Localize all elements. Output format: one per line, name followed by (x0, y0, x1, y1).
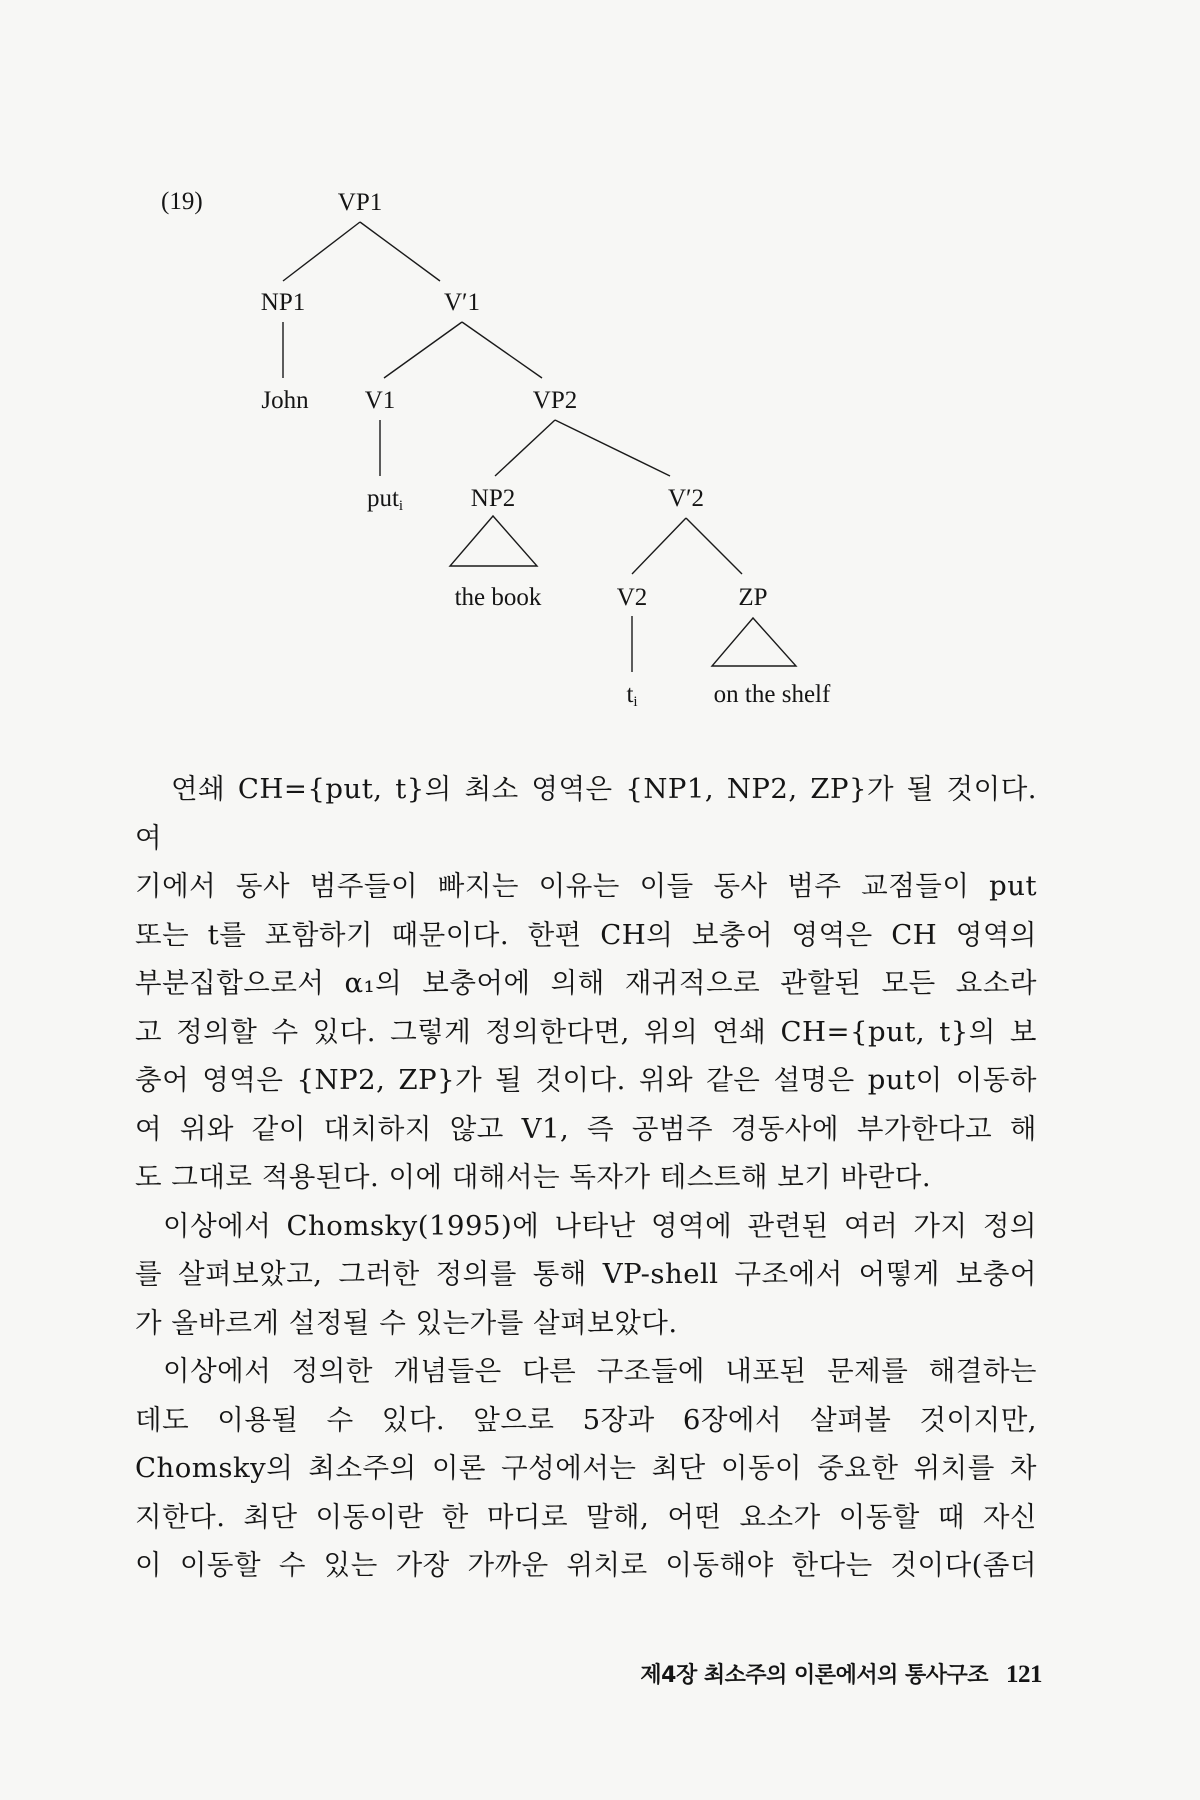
branch-v2bar-v2 (632, 518, 686, 574)
node-v1: V1 (364, 387, 396, 414)
text-line: 이상에서 정의한 개념들은 다른 구조들에 내포된 문제를 해결하는 (163, 1355, 1037, 1387)
node-zp: ZP (738, 584, 768, 611)
text-line: 데도 이용될 수 있다. 앞으로 5장과 6장에서 살펴볼 것이지만, (135, 1403, 1037, 1436)
syntax-tree-figure (0, 0, 1200, 740)
text-line: 또는 t를 포함하기 때문이다. 한편 CH의 보충어 영역은 CH 영역의 (135, 918, 1037, 951)
node-vp1: VP1 (337, 189, 383, 216)
node-the-book: the book (454, 584, 542, 611)
trace-letter: t (626, 681, 634, 708)
node-put (367, 484, 403, 521)
node-np2: NP2 (470, 485, 516, 512)
branch-vp1-np1 (283, 222, 360, 281)
paragraph-1 (135, 765, 1037, 1202)
running-footer (640, 1658, 1042, 1689)
text-line: 부분집합으로서 α₁의 보충어에 의해 재귀적으로 관할된 모든 요소라 (135, 967, 1037, 999)
triangle-np2 (450, 516, 537, 566)
node-v2bar: V′2 (667, 485, 705, 512)
trace-index: i (633, 694, 638, 710)
node-v1bar: V′1 (443, 289, 481, 316)
put-word: put (366, 485, 399, 512)
text-line: 이상에서 Chomsky(1995)에 나타난 영역에 관련된 여러 가지 정의 (163, 1209, 1037, 1242)
branch-vp1-v1bar (360, 222, 440, 281)
branch-vp2-v2bar (555, 420, 670, 476)
branch-v1bar-v1 (384, 322, 462, 378)
branch-v2bar-zp (686, 518, 742, 574)
node-vp2: VP2 (532, 387, 578, 414)
body-text (135, 765, 1037, 1590)
put-index: i (398, 498, 404, 514)
text-line: 여 위와 같이 대치하지 않고 V1, 즉 공범주 경동사에 부가한다고 해 (135, 1112, 1037, 1145)
node-v2: V2 (616, 584, 648, 611)
text-line: 를 살펴보았고, 그러한 정의를 통해 VP-shell 구조에서 어떻게 보충어 (135, 1258, 1037, 1290)
text-line: 충어 영역은 {NP2, ZP}가 될 것이다. 위와 같은 설명은 put이 이동하 (135, 1064, 1037, 1096)
text-line: 지한다. 최단 이동이란 한 마디로 말해, 어떤 요소가 이동할 때 자신 (135, 1500, 1037, 1533)
node-np1: NP1 (260, 289, 306, 316)
text-line: 기에서 동사 범주들이 빠지는 이유는 이들 동사 범주 교점들이 put (135, 870, 1037, 902)
text-line: 이 이동할 수 있는 가장 가까운 위치로 이동해야 한다는 것이다(좀더 (135, 1549, 1037, 1581)
node-trace (626, 680, 637, 717)
text-line: 고 정의할 수 있다. 그렇게 정의한다면, 위의 연쇄 CH={put, t}의 보 (135, 1015, 1037, 1048)
paragraph-3 (135, 1347, 1037, 1590)
triangle-zp (712, 618, 796, 666)
tree-branches (0, 0, 1200, 740)
text-line: 가 올바르게 설정될 수 있는가를 살펴보았다. (135, 1306, 678, 1339)
branch-vp2-np2 (495, 420, 555, 476)
text-line: 연쇄 CH={put, t}의 최소 영역은 {NP1, NP2, ZP}가 될 것이다. 여 (135, 773, 1037, 854)
text-line: 도 그대로 적용된다. 이에 대해서는 독자가 테스트해 보기 바란다. (135, 1161, 932, 1193)
node-on-the-shelf: on the shelf (713, 681, 831, 708)
branch-v1bar-vp2 (462, 322, 542, 378)
page-number: 121 (1006, 1661, 1042, 1688)
node-john: John (261, 387, 309, 414)
example-number: (19) (161, 188, 203, 215)
paragraph-2 (135, 1202, 1037, 1348)
text-line: Chomsky의 최소주의 이론 구성에서는 최단 이동이 중요한 위치를 차 (135, 1452, 1037, 1484)
running-head: 제4장 최소주의 이론에서의 통사구조 (640, 1663, 988, 1688)
